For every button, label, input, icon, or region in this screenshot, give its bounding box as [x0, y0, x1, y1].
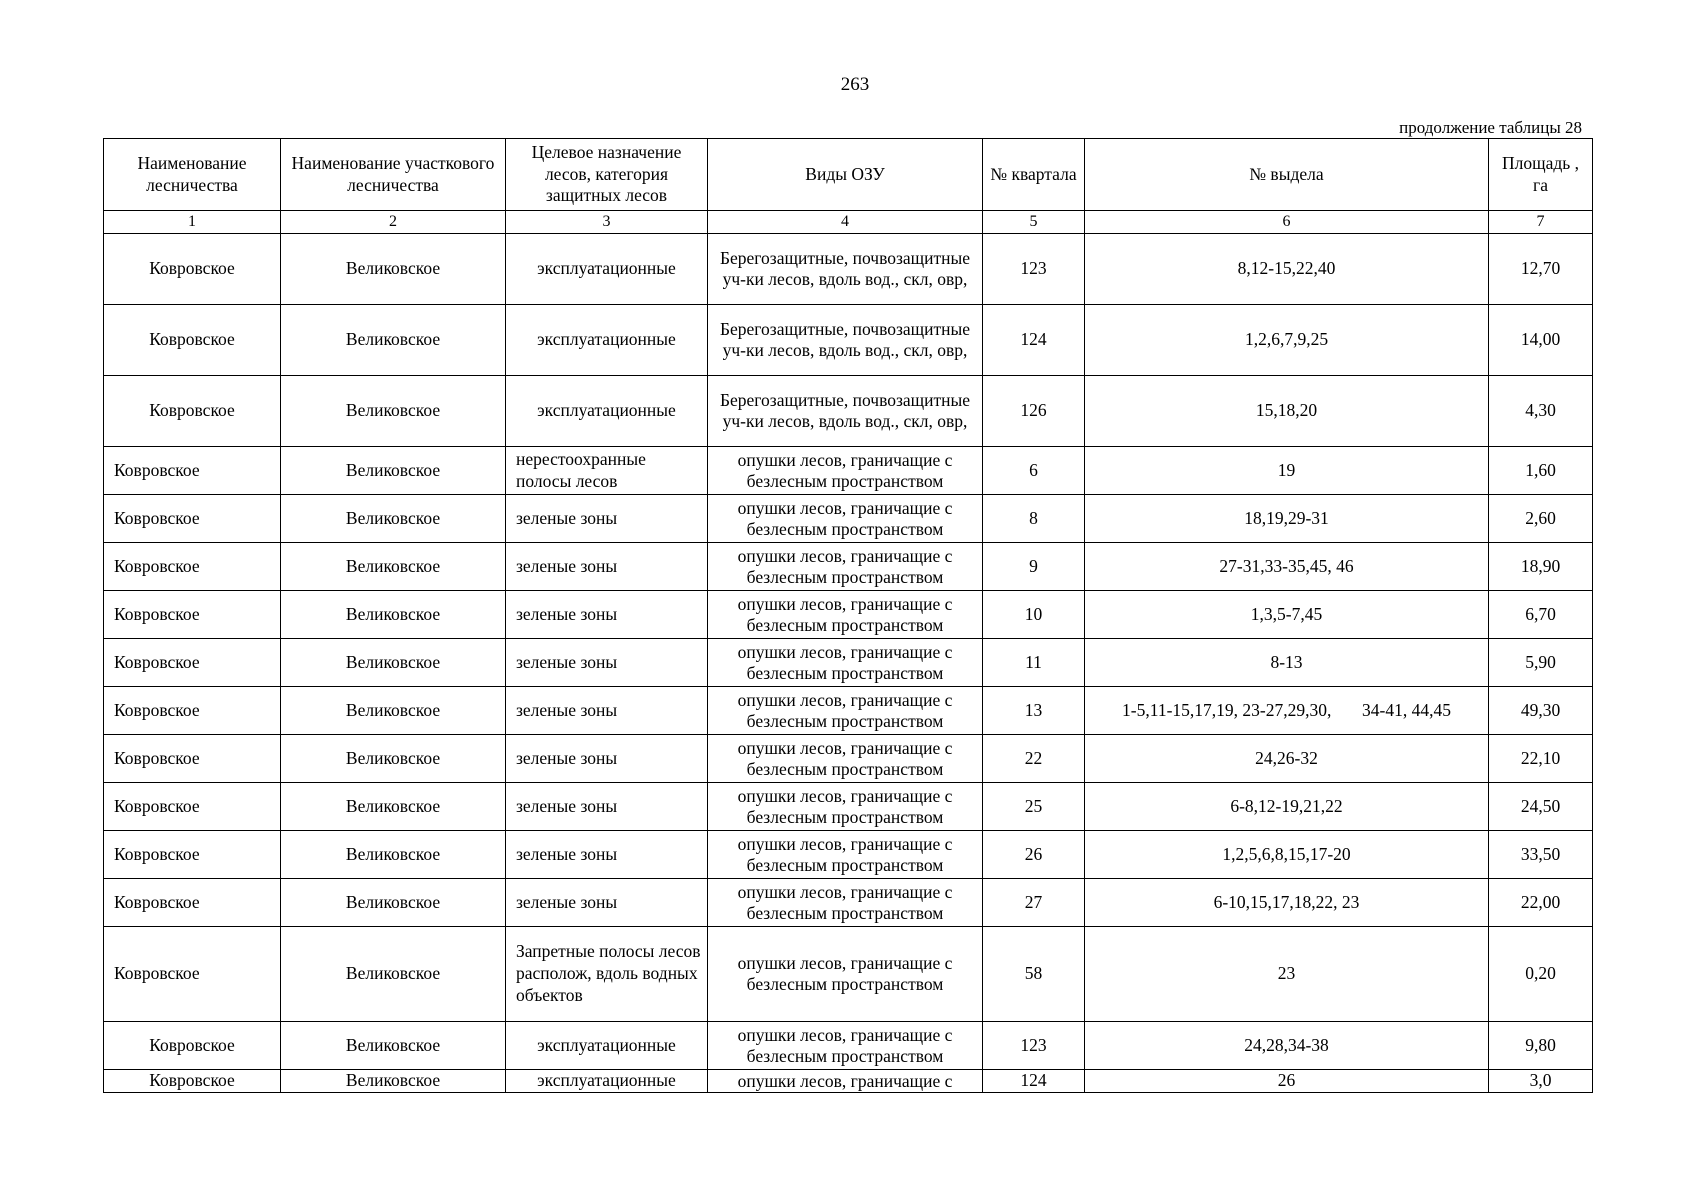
cell-quarter: 9	[983, 543, 1085, 591]
table-caption: продолжение таблицы 28	[1399, 118, 1582, 137]
cell-sections: 6-10,15,17,18,22, 23	[1085, 879, 1489, 927]
cell-district: Великовское	[281, 783, 506, 831]
cell-purpose: эксплуатационные	[506, 234, 708, 305]
cell-sections: 15,18,20	[1085, 376, 1489, 447]
cell-area: 24,50	[1489, 783, 1593, 831]
cell-ozu: опушки лесов, граничащие с безлесным пространством	[708, 831, 983, 879]
cell-sections: 19	[1085, 447, 1489, 495]
header-ozu: Виды ОЗУ	[708, 139, 983, 211]
table-row	[104, 831, 1593, 879]
cell-district: Великовское	[281, 879, 506, 927]
cell-area: 22,10	[1489, 735, 1593, 783]
cell-quarter: 10	[983, 591, 1085, 639]
cell-forestry: Ковровское	[104, 879, 281, 927]
cell-area: 9,80	[1489, 1022, 1593, 1070]
cell-district: Великовское	[281, 927, 506, 1022]
cell-district: Великовское	[281, 1022, 506, 1070]
cell-quarter: 123	[983, 234, 1085, 305]
cell-quarter: 126	[983, 376, 1085, 447]
cell-district: Великовское	[281, 495, 506, 543]
cell-purpose: зеленые зоны	[506, 735, 708, 783]
column-number-row	[104, 211, 1593, 234]
table-row	[104, 639, 1593, 687]
cell-ozu: опушки лесов, граничащие с безлесным пространством	[708, 879, 983, 927]
page-number: 263	[840, 74, 870, 95]
header-area: Площадь , га	[1489, 139, 1593, 211]
cell-forestry: Ковровское	[104, 1070, 281, 1093]
cell-district: Великовское	[281, 1070, 506, 1093]
cell-purpose: зеленые зоны	[506, 879, 708, 927]
cell-purpose: эксплуатационные	[506, 305, 708, 376]
cell-ozu: опушки лесов, граничащие с безлесным пространством	[708, 927, 983, 1022]
cell-area: 49,30	[1489, 687, 1593, 735]
cell-purpose: зеленые зоны	[506, 639, 708, 687]
forest-table	[103, 138, 1593, 1093]
cell-forestry: Ковровское	[104, 783, 281, 831]
cell-district: Великовское	[281, 831, 506, 879]
table-row	[104, 927, 1593, 1022]
cell-area: 12,70	[1489, 234, 1593, 305]
cell-sections: 18,19,29-31	[1085, 495, 1489, 543]
cell-sections: 24,26-32	[1085, 735, 1489, 783]
cell-quarter: 58	[983, 927, 1085, 1022]
cell-district: Великовское	[281, 543, 506, 591]
table-header-row	[104, 139, 1593, 211]
cell-ozu: опушки лесов, граничащие с безлесным пространством	[708, 783, 983, 831]
cell-forestry: Ковровское	[104, 927, 281, 1022]
cell-sections: 6-8,12-19,21,22	[1085, 783, 1489, 831]
table-row	[104, 591, 1593, 639]
cell-forestry: Ковровское	[104, 234, 281, 305]
table-row	[104, 687, 1593, 735]
cell-purpose: эксплуатационные	[506, 1022, 708, 1070]
cell-district: Великовское	[281, 639, 506, 687]
cell-sections: 1,2,5,6,8,15,17-20	[1085, 831, 1489, 879]
cell-ozu: опушки лесов, граничащие с безлесным пространством	[708, 591, 983, 639]
cell-district: Великовское	[281, 305, 506, 376]
cell-forestry: Ковровское	[104, 495, 281, 543]
cell-ozu: Берегозащитные, почвозащитные уч-ки лесов, вдоль вод., скл, овр,	[708, 376, 983, 447]
cell-quarter: 123	[983, 1022, 1085, 1070]
header-forestry: Наименование лесничества	[104, 139, 281, 211]
cell-purpose: Запретные полосы лесов располож, вдоль водных объектов	[506, 927, 708, 1022]
cell-ozu: опушки лесов, граничащие с безлесным пространством	[708, 447, 983, 495]
cell-sections: 8,12-15,22,40	[1085, 234, 1489, 305]
cell-area: 0,20	[1489, 927, 1593, 1022]
cell-forestry: Ковровское	[104, 735, 281, 783]
cell-ozu: опушки лесов, граничащие с	[708, 1070, 983, 1093]
cell-ozu: опушки лесов, граничащие с безлесным пространством	[708, 639, 983, 687]
cell-forestry: Ковровское	[104, 543, 281, 591]
column-number: 6	[1085, 211, 1489, 234]
cell-district: Великовское	[281, 735, 506, 783]
cell-purpose: эксплуатационные	[506, 1070, 708, 1093]
cell-area: 22,00	[1489, 879, 1593, 927]
cell-sections: 24,28,34-38	[1085, 1022, 1489, 1070]
cell-purpose: зеленые зоны	[506, 687, 708, 735]
cell-area: 3,0	[1489, 1070, 1593, 1093]
cell-ozu: Берегозащитные, почвозащитные уч-ки лесов, вдоль вод., скл, овр,	[708, 305, 983, 376]
cell-sections: 1,2,6,7,9,25	[1085, 305, 1489, 376]
cell-forestry: Ковровское	[104, 376, 281, 447]
cell-quarter: 124	[983, 305, 1085, 376]
cell-quarter: 124	[983, 1070, 1085, 1093]
cell-quarter: 25	[983, 783, 1085, 831]
cell-district: Великовское	[281, 447, 506, 495]
cell-purpose: зеленые зоны	[506, 543, 708, 591]
cell-area: 18,90	[1489, 543, 1593, 591]
cell-area: 1,60	[1489, 447, 1593, 495]
cell-sections: 23	[1085, 927, 1489, 1022]
cell-sections: 1-5,11-15,17,19, 23-27,29,30, 34-41, 44,45	[1085, 687, 1489, 735]
table-row	[104, 447, 1593, 495]
cell-sections: 27-31,33-35,45, 46	[1085, 543, 1489, 591]
table-row	[104, 783, 1593, 831]
cell-area: 33,50	[1489, 831, 1593, 879]
cell-ozu: опушки лесов, граничащие с безлесным пространством	[708, 735, 983, 783]
cell-quarter: 11	[983, 639, 1085, 687]
cell-forestry: Ковровское	[104, 639, 281, 687]
header-purpose: Целевое назначение лесов, категория защитных лесов	[506, 139, 708, 211]
cell-sections: 26	[1085, 1070, 1489, 1093]
cell-purpose: зеленые зоны	[506, 591, 708, 639]
cell-forestry: Ковровское	[104, 591, 281, 639]
table-row	[104, 495, 1593, 543]
cell-purpose: зеленые зоны	[506, 783, 708, 831]
cell-district: Великовское	[281, 687, 506, 735]
table-row	[104, 1022, 1593, 1070]
table-row	[104, 543, 1593, 591]
cell-purpose: нерестоохранные полосы лесов	[506, 447, 708, 495]
cell-area: 6,70	[1489, 591, 1593, 639]
cell-forestry: Ковровское	[104, 687, 281, 735]
cell-ozu: опушки лесов, граничащие с безлесным пространством	[708, 543, 983, 591]
header-quarter: № квартала	[983, 139, 1085, 211]
cell-ozu: опушки лесов, граничащие с безлесным пространством	[708, 687, 983, 735]
header-district: Наименование участкового лесничества	[281, 139, 506, 211]
cell-area: 14,00	[1489, 305, 1593, 376]
cell-purpose: зеленые зоны	[506, 495, 708, 543]
table-row	[104, 879, 1593, 927]
cell-sections: 8-13	[1085, 639, 1489, 687]
cell-forestry: Ковровское	[104, 831, 281, 879]
column-number: 1	[104, 211, 281, 234]
table-row	[104, 305, 1593, 376]
column-number: 3	[506, 211, 708, 234]
table-row	[104, 735, 1593, 783]
cell-district: Великовское	[281, 376, 506, 447]
header-sections: № выдела	[1085, 139, 1489, 211]
cell-district: Великовское	[281, 234, 506, 305]
cell-quarter: 22	[983, 735, 1085, 783]
column-number: 7	[1489, 211, 1593, 234]
cell-area: 5,90	[1489, 639, 1593, 687]
cell-area: 2,60	[1489, 495, 1593, 543]
cell-quarter: 8	[983, 495, 1085, 543]
cell-ozu: Берегозащитные, почвозащитные уч-ки лесов, вдоль вод., скл, овр,	[708, 234, 983, 305]
cell-forestry: Ковровское	[104, 305, 281, 376]
table-row	[104, 376, 1593, 447]
cell-district: Великовское	[281, 591, 506, 639]
cell-quarter: 27	[983, 879, 1085, 927]
cell-quarter: 26	[983, 831, 1085, 879]
cell-forestry: Ковровское	[104, 1022, 281, 1070]
table-row	[104, 234, 1593, 305]
column-number: 5	[983, 211, 1085, 234]
cell-purpose: зеленые зоны	[506, 831, 708, 879]
cell-purpose: эксплуатационные	[506, 376, 708, 447]
table-row	[104, 1070, 1593, 1093]
cell-quarter: 13	[983, 687, 1085, 735]
cell-forestry: Ковровское	[104, 447, 281, 495]
cell-ozu: опушки лесов, граничащие с безлесным пространством	[708, 1022, 983, 1070]
cell-quarter: 6	[983, 447, 1085, 495]
cell-sections: 1,3,5-7,45	[1085, 591, 1489, 639]
column-number: 4	[708, 211, 983, 234]
cell-ozu: опушки лесов, граничащие с безлесным пространством	[708, 495, 983, 543]
cell-area: 4,30	[1489, 376, 1593, 447]
column-number: 2	[281, 211, 506, 234]
